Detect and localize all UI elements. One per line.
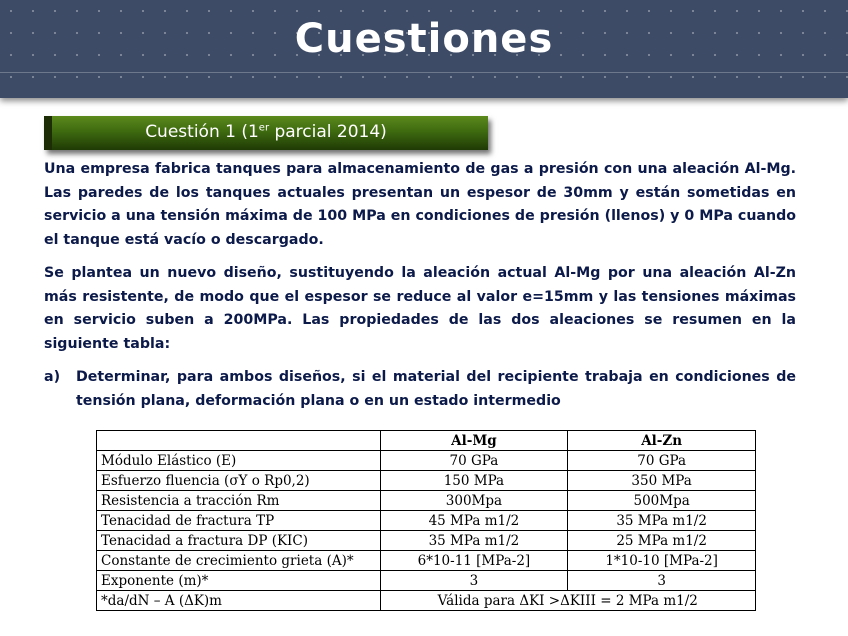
row-label: Módulo Elástico (E)	[97, 451, 381, 471]
row-label: Esfuerzo fluencia (σY o Rp0,2)	[97, 471, 381, 491]
almg-value: 3	[380, 571, 568, 591]
table-footnote-row	[97, 591, 756, 611]
alzn-value: 1*10-10 [MPa-2]	[568, 551, 756, 571]
alzn-value: 3	[568, 571, 756, 591]
row-label: Constante de crecimiento grieta (A)*	[97, 551, 381, 571]
alzn-value: 35 MPa m1/2	[568, 511, 756, 531]
paragraph-intro: Una empresa fabrica tanques para almacenamiento de gas a presión con una aleación Al-Mg. Las paredes de los tanques actuales presentan un espesor de 30mm y están sometidas en servicio a una tensión máxima de 100 MPa en condiciones de presión (llenos) y 0 MPa cuando el tanque está vacío o descargado.	[44, 161, 796, 248]
content-body	[44, 158, 796, 413]
table-row	[97, 531, 756, 551]
row-label: Tenacidad de fractura TP	[97, 511, 381, 531]
table-header-row	[97, 431, 756, 451]
almg-value: 300Mpa	[380, 491, 568, 511]
table-header-cell: Al-Mg	[380, 431, 568, 451]
almg-value: 70 GPa	[380, 451, 568, 471]
almg-value: 45 MPa m1/2	[380, 511, 568, 531]
row-label: Tenacidad a fractura DP (KIC)	[97, 531, 381, 551]
section-banner	[44, 116, 488, 150]
alzn-value: 500Mpa	[568, 491, 756, 511]
almg-value: 150 MPa	[380, 471, 568, 491]
alzn-value: 70 GPa	[568, 451, 756, 471]
section-title-sup: er	[258, 122, 270, 134]
table-header-cell	[97, 431, 381, 451]
alzn-value: 25 MPa m1/2	[568, 531, 756, 551]
table-row	[97, 451, 756, 471]
section-title-text: Cuestión 1 (1	[145, 122, 259, 142]
properties-table	[96, 430, 756, 611]
question-label: a)	[44, 369, 61, 385]
almg-value: 35 MPa m1/2	[380, 531, 568, 551]
footnote-label: *da/dN – A (ΔK)m	[97, 591, 381, 611]
header-divider	[0, 72, 848, 73]
footnote-value: Válida para ΔKI >ΔKIII = 2 MPa m1/2	[380, 591, 755, 611]
section-title-end: parcial 2014)	[269, 122, 387, 142]
table-row	[97, 551, 756, 571]
row-label: Exponente (m)*	[97, 571, 381, 591]
question-text: Determinar, para ambos diseños, si el material del recipiente trabaja en condiciones de tensión plana, deformación plana o en un estado intermedio	[76, 369, 796, 409]
almg-value: 6*10-11 [MPa-2]	[380, 551, 568, 571]
paragraph-new-design: Se plantea un nuevo diseño, sustituyendo la aleación actual Al-Mg por una aleación Al-Zn más resistente, de modo que el espesor se reduce al valor e=15mm y las tensiones máximas en servicio suben a 200MPa. Las propiedades de las dos aleaciones se resumen en la siguiente tabla:	[44, 265, 796, 352]
table-row	[97, 491, 756, 511]
section-title	[44, 122, 488, 142]
table-row	[97, 511, 756, 531]
page-title: Cuestiones	[294, 16, 554, 62]
row-label: Resistencia a tracción Rm	[97, 491, 381, 511]
alzn-value: 350 MPa	[568, 471, 756, 491]
header-banner	[0, 0, 848, 98]
table-row	[97, 571, 756, 591]
table-header-cell: Al-Zn	[568, 431, 756, 451]
question-item	[44, 366, 796, 413]
table-row	[97, 471, 756, 491]
